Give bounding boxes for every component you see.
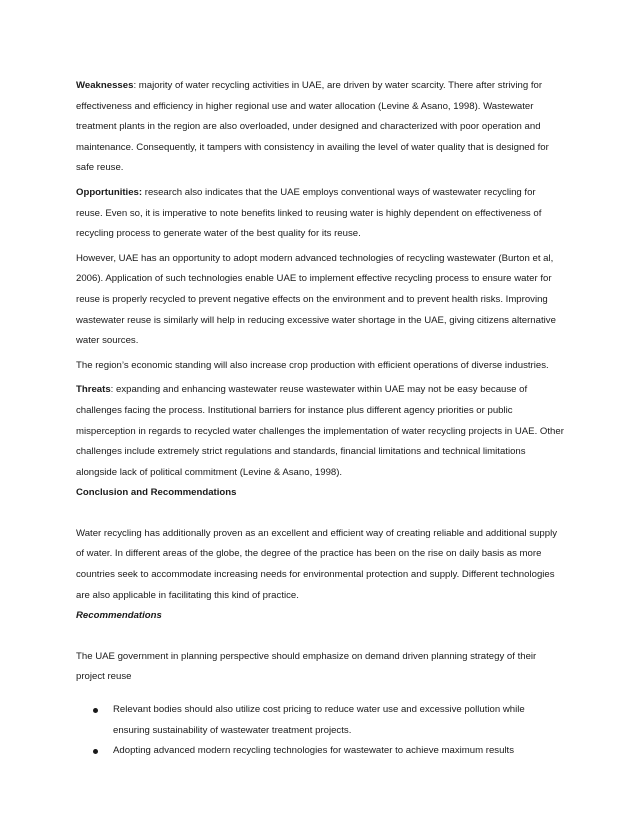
weaknesses-paragraph [76,76,564,179]
section-spacer [76,504,564,524]
uae-opportunity-paragraph: However, UAE has an opportunity to adopt modern advanced technologies of recycling wastewater (Burton et al, 2006). Application of such technologies enable UAE to implement effective recycling process to ensure water for reuse is properly recycled to prevent negative effects on the environment and to prevent health risks. Improving wastewater reuse is similarly will help in reducing excessive water shortage in the UAE, giving citizens alternative water sources. [76,252,556,347]
list-item [76,741,564,762]
opportunities-text: research also indicates that the UAE employs conventional ways of wastewater recycling for reuse. Even so, it is imperative to note benefits linked to reusing water is highly dependent on effectiveness of recycling process to generate water of the best quality for its reuse. [76,186,542,240]
bullet-icon [93,708,98,713]
opportunities-paragraph [76,183,564,245]
threats-text: : expanding and enhancing wastewater reuse wastewater within UAE may not be easy because of challenges facing the process. Institutional barriers for instance plus different agency priorities or public misperception in regards to recycled water challenges the implementation of water recycling projects in UAE. Other challenges include extremely strict regulations and standards, financial limitations and technical limitations alongside lack of political commitment (Levine & Asano, 1998). [76,384,564,478]
recommendations-heading: Recommendations [76,610,162,622]
list-item-text: Relevant bodies should also utilize cost pricing to reduce water use and excessive pollution while ensuring sustainability of wastewater treatment projects. [113,704,525,736]
weaknesses-label: Weaknesses [76,80,134,91]
list-item-text: Adopting advanced modern recycling technologies for wastewater to achieve maximum results [113,745,515,757]
conclusion-heading: Conclusion and Recommendations [76,487,237,499]
bullet-icon [93,749,98,754]
economic-paragraph: The region’s economic standing will also increase crop production with efficient operations of diverse industries. [76,359,549,371]
conclusion-paragraph: Water recycling has additionally proven as an excellent and efficient way of creating reliable and additional supply of water. In different areas of the globe, the degree of the practice has been on the rise on daily basis as more countries seek to accommodate increasing needs for environmental protection and supply. Different technologies are also applicable in facilitating this kind of practice. [76,527,558,601]
document-body [76,76,564,762]
threats-label: Threats [76,384,111,396]
weaknesses-text: : majority of water recycling activities in UAE, are driven by water scarcity. There after striving for effectiveness and efficiency in higher regional use and water allocation (Levine & Asano, 1998). Wastewater treatment plants in the region are also overloaded, under designed and characterized with poor operation and maintenance. Consequently, it tampers with consistency in availing the level of water quality that is designed for safe reuse. [76,80,549,174]
section-spacer [76,627,564,647]
opportunities-label: Opportunities: [76,186,143,198]
list-item [76,700,564,741]
recommendations-paragraph: The UAE government in planning perspective should emphasize on demand driven planning strategy of their project reuse [76,650,537,683]
threats-paragraph [76,380,564,483]
recommendations-list [76,700,564,762]
